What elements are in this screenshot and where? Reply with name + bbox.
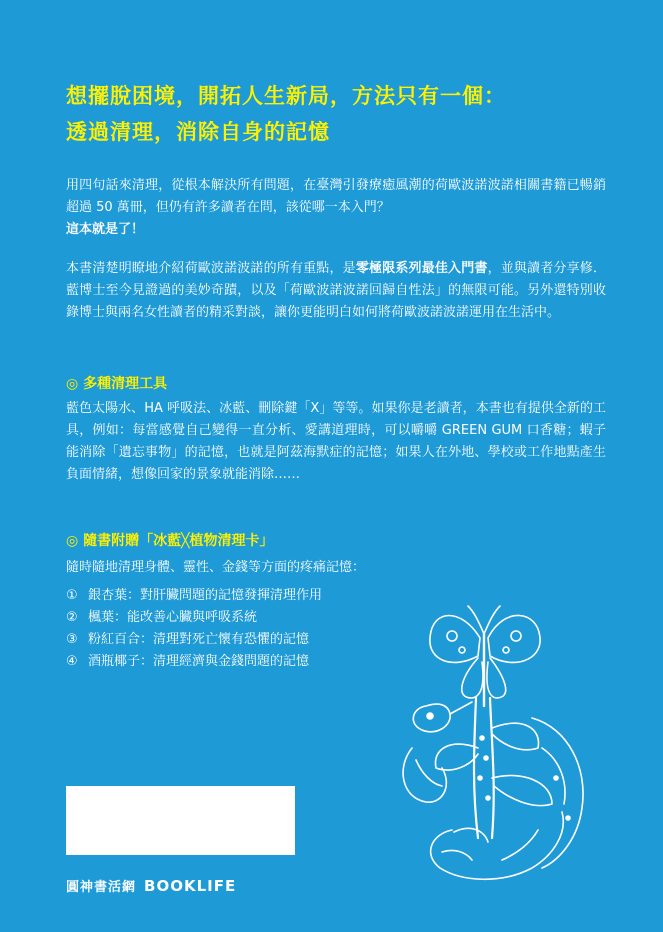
description-before: 本書清楚明瞭地介紹荷歐波諾波諾的所有重點，是 [66, 261, 356, 276]
list-item-number: ④ [66, 654, 78, 669]
description-paragraph [66, 258, 606, 324]
section-bonus-cards-title: ◎ 隨書附贈「冰藍╳植物清理卡」 [66, 533, 274, 549]
headline-line-2: 透過清理，消除自身的記憶 [66, 120, 330, 144]
list-item [66, 585, 406, 607]
section-cleaning-tools-text: 藍色太陽水、HA 呼吸法、冰藍、刪除鍵「X」等等。如果你是老讀者，本書也有提供全新的工具，例如：每當感覺自己變得一直分析、愛講道理時，可以嚼嚼 GREEN GUM 口香糖；蝦子能消除「遺忘事物」的記憶，也就是阿茲海默症的記憶；如果人在外地、學校或工作地點產生負面情緒，想像回家的景象就能消除…… [66, 401, 606, 482]
intro-paragraph [66, 175, 606, 241]
list-item-label: 楓葉：能改善心臟與呼吸系統 [88, 610, 258, 625]
list-item [66, 651, 406, 673]
description-after: ，並與讀者分享修．藍博士至今見證過的美妙奇蹟，以及「荷歐波諾波諾回歸自性法」的無限可能。另外還特別收錄博士與兩名女性讀者的精采對談，讓你更能明白如何將荷歐波諾波諾運用在生活中。 [66, 261, 606, 320]
list-item-label: 粉紅百合：清理對死亡懷有恐懼的記憶 [88, 632, 310, 647]
publisher-name-cn: 圓神書活網 [66, 880, 137, 895]
intro-text: 用四句話來清理，從根本解決所有問題，在臺灣引發療癒風潮的荷歐波諾波諾相關書籍已暢銷超過 50 萬冊，但仍有許多讀者在問，該從哪一本入門？ [66, 178, 606, 215]
section-cleaning-tools-title: ◎ 多種清理工具 [66, 376, 168, 392]
publisher-name-en: BOOKLIFE [144, 876, 237, 895]
hand-plant-illustration [392, 598, 592, 888]
section-bonus-cards-text: 隨時隨地清理身體、靈性、金錢等方面的疼痛記憶： [66, 560, 366, 575]
publisher-logo [66, 876, 236, 895]
list-item [66, 607, 406, 629]
list-item-label: 酒瓶椰子：清理經濟與金錢問題的記憶 [88, 654, 310, 669]
list-item-label: 銀杏葉：對肝臟問題的記憶發揮清理作用 [88, 588, 323, 603]
headline [66, 78, 626, 150]
headline-line-1: 想擺脫困境，開拓人生新局，方法只有一個： [66, 84, 506, 108]
card-list [66, 585, 406, 673]
barcode-placeholder [66, 786, 295, 855]
list-item [66, 629, 406, 651]
list-item-number: ② [66, 610, 78, 625]
description-highlight: 零極限系列最佳入門書 [355, 261, 488, 276]
intro-emphasis: 這本就是了！ [66, 222, 145, 237]
list-item-number: ③ [66, 632, 78, 647]
list-item-number: ① [66, 588, 78, 603]
